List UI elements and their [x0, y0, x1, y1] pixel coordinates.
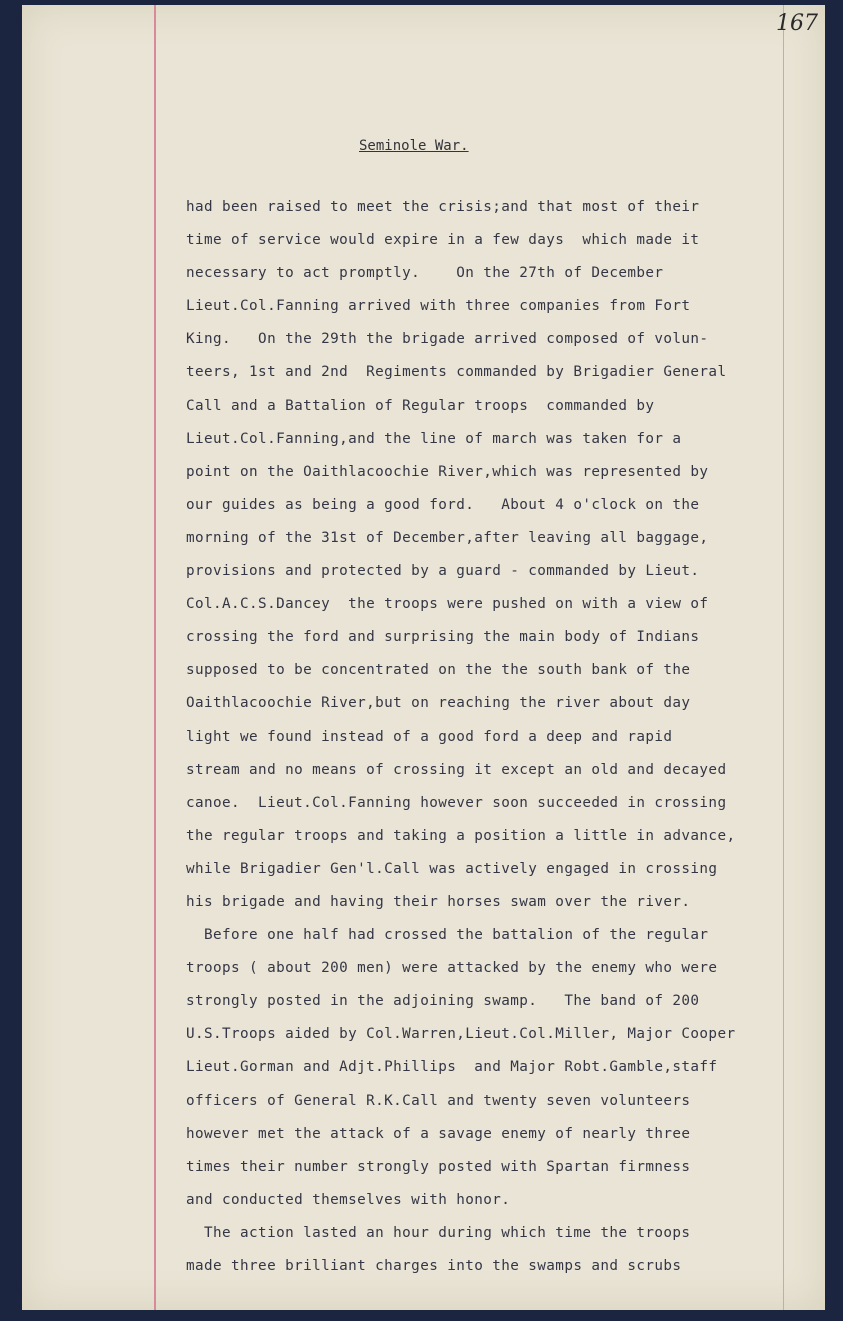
text-line: Lieut.Gorman and Adjt.Phillips and Major Robt.Gamble,staff [186, 1059, 718, 1076]
text-line: light we found instead of a good ford a deep and rapid [186, 728, 673, 745]
text-line: had been raised to meet the crisis;and that most of their [186, 199, 700, 215]
text-line: time of service would expire in a few days which made it [186, 232, 700, 249]
text-line: stream and no means of crossing it except an old and decayed [186, 761, 727, 778]
page-number: 167 [776, 11, 818, 36]
text-line: point on the Oaithlacoochie River,which was represented by [186, 463, 709, 480]
text-line: necessary to act promptly. On the 27th of December [186, 265, 664, 282]
text-line: Lieut.Col.Fanning,and the line of march was taken for a [186, 430, 682, 447]
text-line: officers of General R.K.Call and twenty seven volunteers [186, 1092, 691, 1109]
text-line: King. On the 29th the brigade arrived composed of volun- [186, 331, 709, 348]
text-line: Oaithlacoochie River,but on reaching the river about day [186, 695, 691, 712]
text-line: provisions and protected by a guard - commanded by Lieut. [186, 563, 700, 580]
text-line: U.S.Troops aided by Col.Warren,Lieut.Col.Miller, Major Cooper [186, 1026, 736, 1043]
text-line: teers, 1st and 2nd Regiments commanded by Brigadier General [186, 364, 727, 381]
text-line: made three brilliant charges into the swamps and scrubs [186, 1258, 682, 1274]
text-line: while Brigadier Gen'l.Call was actively engaged in crossing [186, 860, 718, 877]
text-line: troops ( about 200 men) were attacked by the enemy who were [186, 960, 718, 977]
text-line: times their number strongly posted with Spartan firmness [186, 1158, 691, 1175]
text-line: crossing the ford and surprising the main body of Indians [186, 629, 700, 646]
text-line: strongly posted in the adjoining swamp. The band of 200 [186, 993, 700, 1010]
text-line: Call and a Battalion of Regular troops commanded by [186, 397, 655, 414]
text-line: canoe. Lieut.Col.Fanning however soon succeeded in crossing [186, 794, 727, 811]
typed-body-text [186, 191, 735, 1283]
text-line: his brigade and having their horses swam over the river. [186, 893, 691, 910]
text-line: Lieut.Col.Fanning arrived with three companies from Fort [186, 298, 691, 315]
text-line: supposed to be concentrated on the the south bank of the [186, 662, 691, 679]
right-margin-rule [783, 5, 784, 1310]
document-page [22, 5, 825, 1310]
text-line: The action lasted an hour during which time the troops [186, 1224, 691, 1241]
text-line: our guides as being a good ford. About 4 o'clock on the [186, 496, 700, 513]
text-line: however met the attack of a savage enemy of nearly three [186, 1125, 691, 1142]
left-margin-rule [154, 5, 156, 1310]
text-line: the regular troops and taking a position a little in advance, [186, 827, 736, 844]
text-line: morning of the 31st of December,after leaving all baggage, [186, 529, 709, 546]
text-line: Before one half had crossed the battalion of the regular [186, 927, 709, 944]
document-title: Seminole War. [359, 138, 469, 154]
text-line: and conducted themselves with honor. [186, 1191, 511, 1208]
text-line: Col.A.C.S.Dancey the troops were pushed on with a view of [186, 596, 709, 613]
